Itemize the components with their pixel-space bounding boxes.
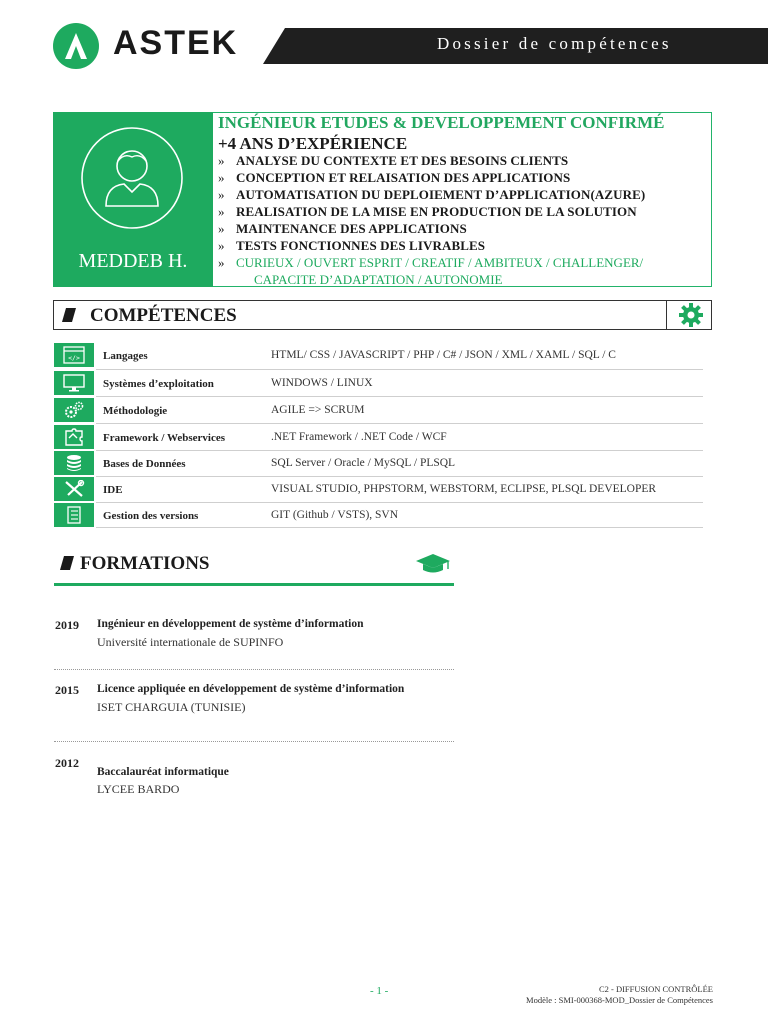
gears-icon (54, 398, 94, 422)
gear-icon (678, 302, 704, 328)
candidate-name: MEDDEB H. (78, 250, 188, 272)
competence-label: Langages (103, 350, 148, 362)
bullet-marker: » (218, 221, 225, 236)
monitor-icon (54, 371, 94, 395)
bullet-marker: » (218, 187, 225, 202)
formation-year: 2012 (55, 756, 79, 770)
formation-school: Université internationale de SUPINFO (97, 635, 284, 649)
formation-separator (54, 741, 454, 742)
competence-label: Bases de Données (103, 458, 186, 470)
svg-text:</>: </> (68, 354, 80, 362)
competence-value: .NET Framework / .NET Code / WCF (271, 431, 447, 443)
competence-label: Gestion des versions (103, 510, 199, 522)
competence-value: SQL Server / Oracle / MySQL / PLSQL (271, 457, 456, 469)
brand-logo-text: ASTEK (113, 24, 239, 62)
formation-degree: Baccalauréat informatique (97, 766, 229, 778)
summary-bullet: » MAINTENANCE DES APPLICATIONS (218, 221, 467, 236)
astek-logo-icon (53, 23, 99, 69)
competence-label: Méthodologie (103, 405, 168, 417)
formation-school: LYCEE BARDO (97, 782, 180, 796)
formation-degree: Ingénieur en développement de système d’information (97, 618, 364, 630)
classification-label: C2 - DIFFUSION CONTRÔLÉE (598, 984, 713, 994)
competence-value: HTML/ CSS / JAVASCRIPT / PHP / C# / JSON / XML / XAML / SQL / C (271, 349, 616, 361)
summary-bullet: » REALISATION DE LA MISE EN PRODUCTION DE LA SOLUTION (218, 204, 637, 219)
competence-label: Systèmes d’exploitation (103, 378, 214, 390)
page-number: - 1 - (370, 985, 389, 997)
competence-value: GIT (Github / VSTS), SVN (271, 509, 399, 521)
summary-bullet: » TESTS FONCTIONNES DES LIVRABLES (218, 238, 486, 253)
section-marker-icon (62, 308, 76, 322)
summary-bullet: » CONCEPTION ET RELAISATION DES APPLICATIONS (218, 170, 571, 185)
row-divider (96, 396, 703, 397)
formation-school: ISET CHARGUIA (TUNISIE) (97, 700, 246, 714)
database-icon (54, 451, 94, 475)
bullet-marker: » (218, 153, 225, 168)
competence-label: IDE (103, 484, 123, 496)
section-marker-icon (60, 556, 74, 570)
avatar-icon (80, 126, 184, 230)
soft-skills: » CURIEUX / OUVERT ESPRIT / CREATIF / AMBITEUX / CHALLENGER/ CAPACITE D’ADAPTATION / AUTONOMIE (218, 255, 644, 287)
competences-title: COMPÉTENCES (90, 305, 237, 326)
formation-separator (54, 669, 454, 670)
formations-underline (54, 583, 454, 586)
summary-bullet: » AUTOMATISATION DU DEPLOIEMENT D’APPLICATION(AZURE) (218, 187, 646, 202)
competence-value: WINDOWS / LINUX (271, 377, 373, 389)
puzzle-icon (54, 425, 94, 449)
experience-years: +4 ANS D’EXPÉRIENCE (218, 134, 408, 153)
row-divider (96, 527, 703, 528)
competence-label: Framework / Webservices (103, 432, 225, 444)
code-window-icon (54, 343, 94, 367)
tools-icon (54, 477, 94, 501)
row-divider (96, 369, 703, 370)
bullet-marker: » (218, 170, 225, 185)
job-title: INGÉNIEUR ETUDES & DEVELOPPEMENT CONFIRMÉ (218, 113, 665, 132)
row-divider (96, 502, 703, 503)
row-divider (96, 476, 703, 477)
competence-value: VISUAL STUDIO, PHPSTORM, WEBSTORM, ECLIPSE, PLSQL DEVELOPER (271, 483, 657, 495)
bullet-marker: » (218, 238, 225, 253)
formation-degree: Licence appliquée en développement de système d’information (97, 683, 405, 695)
bullet-marker: » (218, 204, 225, 219)
document-type-title: Dossier de compétences (437, 34, 672, 53)
graduation-cap-icon (415, 553, 451, 575)
summary-bullet: » ANALYSE DU CONTEXTE ET DES BESOINS CLIENTS (218, 153, 569, 168)
document-model-label: Modèle : SMI-000368-MOD_Dossier de Compétences (526, 995, 713, 1005)
row-divider (96, 423, 703, 424)
formations-title: FORMATIONS (80, 553, 210, 574)
formation-year: 2019 (55, 618, 79, 632)
formation-year: 2015 (55, 683, 79, 697)
row-divider (96, 450, 703, 451)
bullet-marker: » (218, 255, 225, 270)
competence-value: AGILE => SCRUM (271, 404, 365, 416)
checklist-icon (54, 503, 94, 527)
